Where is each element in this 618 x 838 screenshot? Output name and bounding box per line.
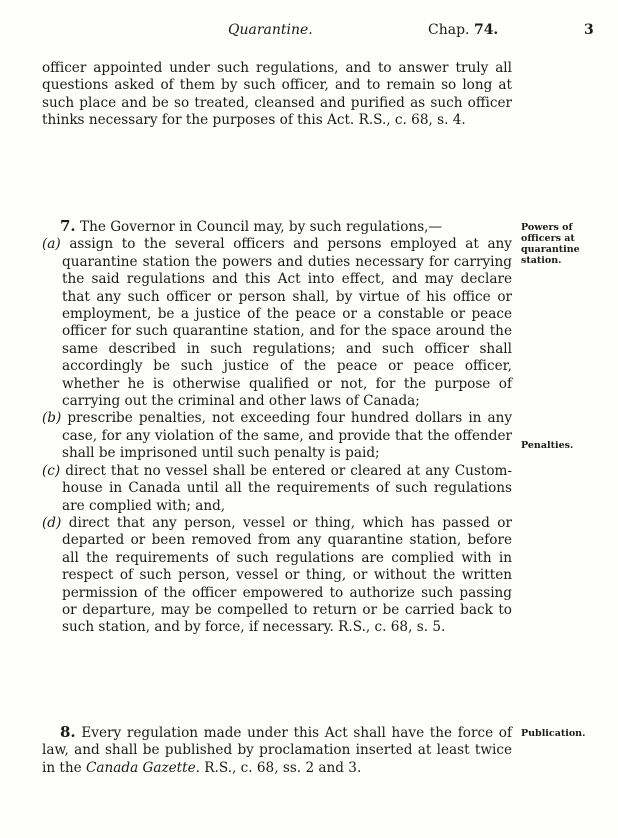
section-7	[42, 218, 512, 637]
item-text: direct that any person, vessel or thing, which has passed or departed or been removed from any quarantine station, before all the requirements of such regulations are complied with in respect of such person, vessel or thing, or without the written permission of the officer empowered to authorize such passing or departure, may be compelled to return or be carried back to such station, and by force, if necessary. R.S., c. 68, s. 5.	[62, 514, 512, 636]
item-label: (d)	[42, 514, 62, 531]
running-header	[0, 22, 618, 44]
item-text: prescribe penalties, not exceeding four hundred dollars in any case, for any violation of the same, and provide that the offender shall be imprisoned until such penalty is paid;	[62, 410, 513, 462]
margin-note-publication: Publication.	[521, 728, 586, 739]
section-7-item-b	[42, 410, 512, 462]
header-title: Quarantine.	[228, 22, 313, 38]
chapter-number: 74.	[473, 22, 499, 38]
section-8-number: 8.	[60, 723, 76, 741]
section-8-paragraph	[42, 724, 512, 777]
section-8-citation: R.S., c. 68, ss. 2 and 3.	[199, 759, 362, 776]
item-label: (b)	[42, 410, 62, 427]
section-7-item-d	[42, 515, 512, 637]
margin-note-powers: Powers of officers at quarantine station.	[521, 222, 580, 266]
section-8-text: Every regulation made under this Act shall have the force of law, and shall be published by proclamation inserted at least twice in the	[42, 725, 512, 776]
header-chapter	[428, 22, 498, 38]
continuation-paragraph: officer appointed under such regulations, and to answer truly all questions asked of them by such officer, and to remain so long at such place and be so treated, cleansed and purified as such officer thinks necessary for the purposes of this Act. R.S., c. 68, s. 4.	[42, 60, 512, 129]
section-7-intro	[42, 218, 512, 236]
section-7-number: 7.	[60, 217, 76, 235]
item-text: assign to the several officers and persons employed at any quarantine station the powers and duties necessary for carrying the said regulations and this Act into effect, and may declare that any such officer or person shall, by virtue of his office or employment, be a justice of the peace or a constable or peace officer for such quarantine station, and for the space around the same described in such regulations; and such officer shall accordingly be such justice of the peace or peace officer, whether he is otherwise qualified or not, for the purpose of carrying out the criminal and other laws of Canada;	[62, 236, 512, 410]
section-8	[42, 724, 512, 777]
item-label: (c)	[42, 462, 61, 479]
page-number: 3	[584, 22, 594, 38]
item-text: direct that no vessel shall be entered or cleared at any Custom-house in Canada until all the requirements of such regulations are complied with; and,	[62, 462, 512, 514]
item-label: (a)	[42, 236, 61, 253]
section-7-item-a	[42, 236, 512, 410]
section-8-gazette: Canada Gazette.	[86, 759, 200, 776]
section-7-item-c	[42, 463, 512, 515]
margin-note-penalties: Penalties.	[521, 440, 574, 451]
chapter-label: Chap.	[428, 22, 470, 38]
continuation-block	[42, 60, 512, 130]
section-7-intro-text: The Governor in Council may, by such regulations,—	[80, 219, 443, 235]
